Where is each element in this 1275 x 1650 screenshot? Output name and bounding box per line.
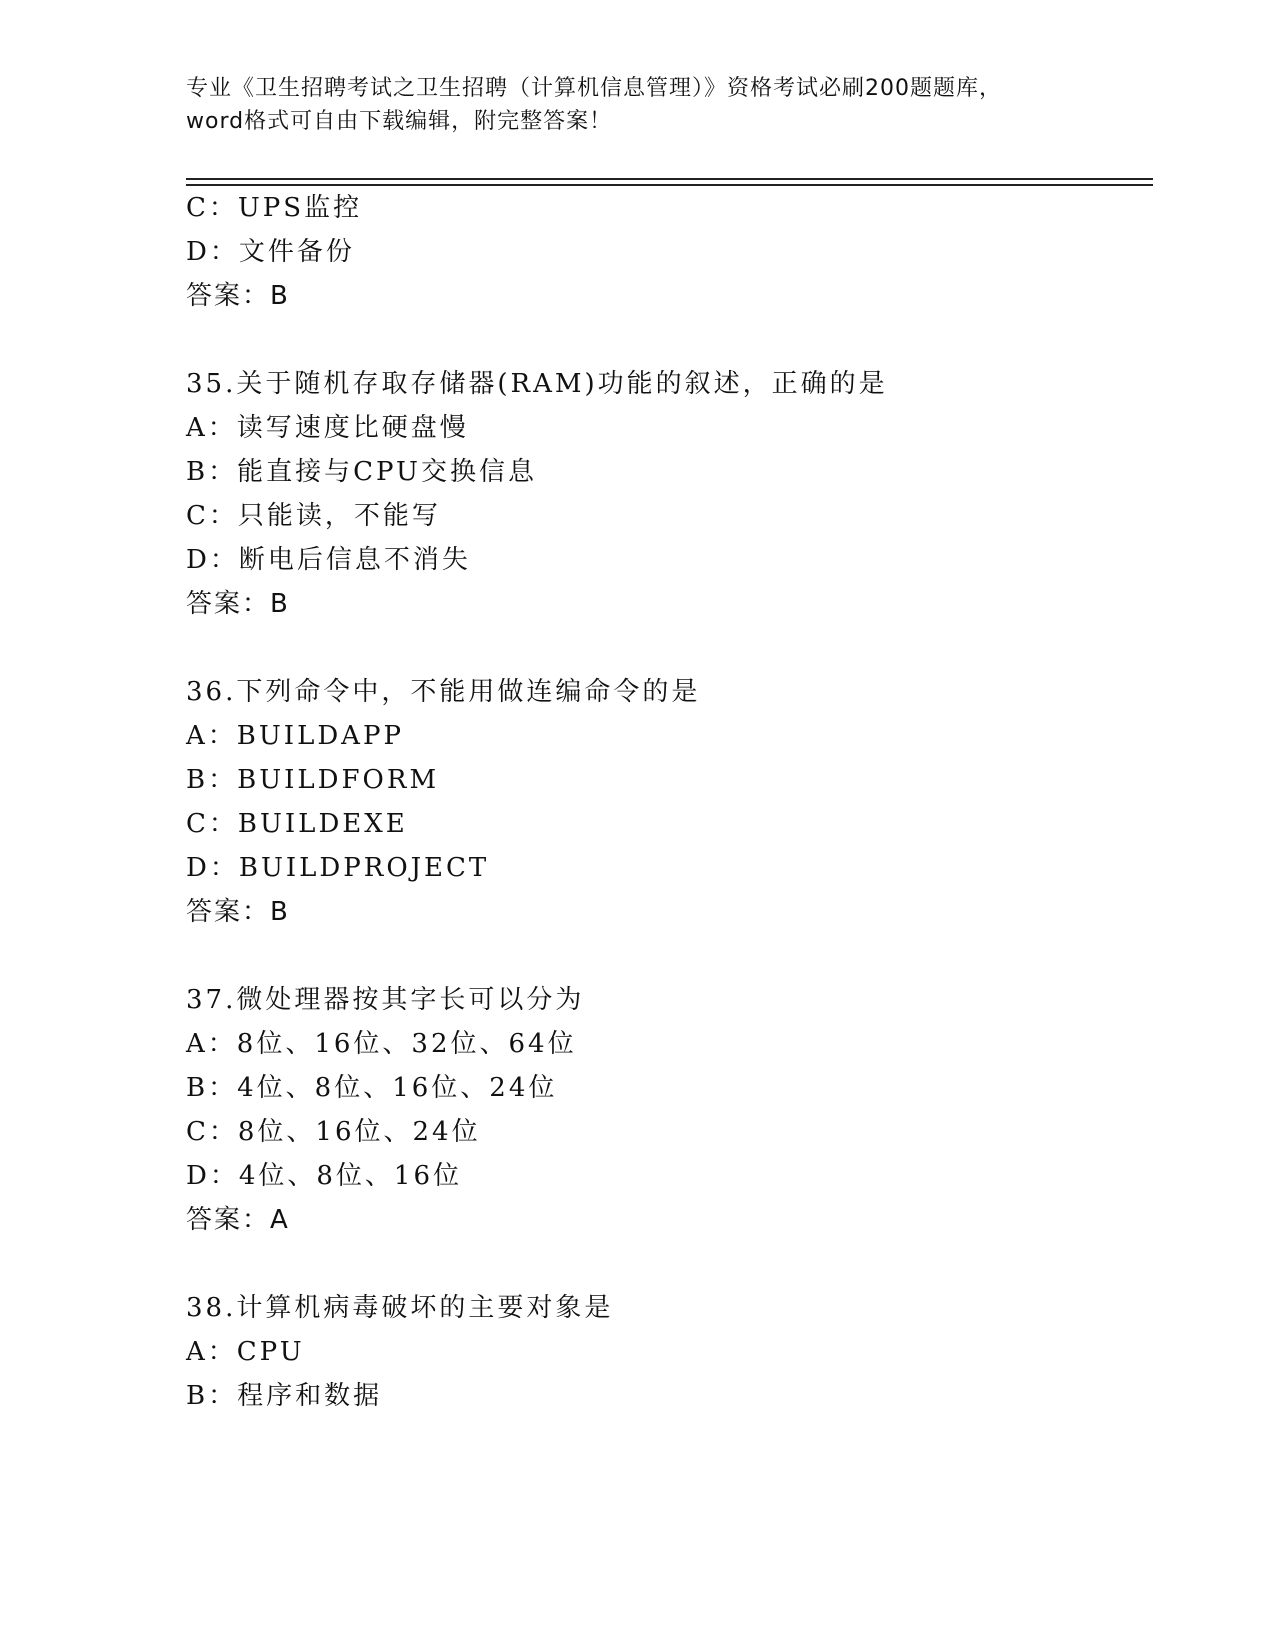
option-b: B：能直接与CPU交换信息 [186, 457, 537, 487]
header-title-line-2: word格式可自由下载编辑，附完整答案！ [186, 109, 613, 134]
option-a: A：BUILDAPP [186, 721, 404, 751]
question-stem: 37.微处理器按其字长可以分为 [186, 985, 585, 1015]
option-d: D：文件备份 [186, 237, 355, 267]
option-b: B：BUILDFORM [186, 765, 440, 795]
option-c: C：只能读，不能写 [186, 501, 441, 531]
option-b: B：程序和数据 [186, 1381, 383, 1411]
option-a: A：8位、16位、32位、64位 [186, 1029, 577, 1059]
header-title-line-1: 专业《卫生招聘考试之卫生招聘（计算机信息管理）》资格考试必刷200题题库， [186, 76, 1002, 101]
option-a: A：读写速度比硬盘慢 [186, 413, 469, 443]
option-d: D：BUILDPROJECT [186, 853, 490, 883]
option-c: C：BUILDEXE [186, 809, 408, 839]
question-stem: 38.计算机病毒破坏的主要对象是 [186, 1293, 614, 1323]
option-d: D：4位、8位、16位 [186, 1161, 463, 1191]
question-stem: 35.关于随机存取存储器(RAM)功能的叙述，正确的是 [186, 369, 888, 399]
header-divider-bottom [186, 184, 1153, 186]
option-c: C：UPS监控 [186, 193, 363, 223]
document-header [186, 72, 1086, 138]
answer-line: 答案：B [186, 589, 290, 619]
answer-line: 答案：B [186, 281, 290, 311]
option-d: D：断电后信息不消失 [186, 545, 471, 575]
option-a: A：CPU [186, 1337, 305, 1367]
question-stem: 36.下列命令中，不能用做连编命令的是 [186, 677, 701, 707]
option-b: B：4位、8位、16位、24位 [186, 1073, 558, 1103]
option-c: C：8位、16位、24位 [186, 1117, 481, 1147]
answer-line: 答案：A [186, 1205, 290, 1235]
header-divider-top [186, 178, 1153, 180]
answer-line: 答案：B [186, 897, 290, 927]
